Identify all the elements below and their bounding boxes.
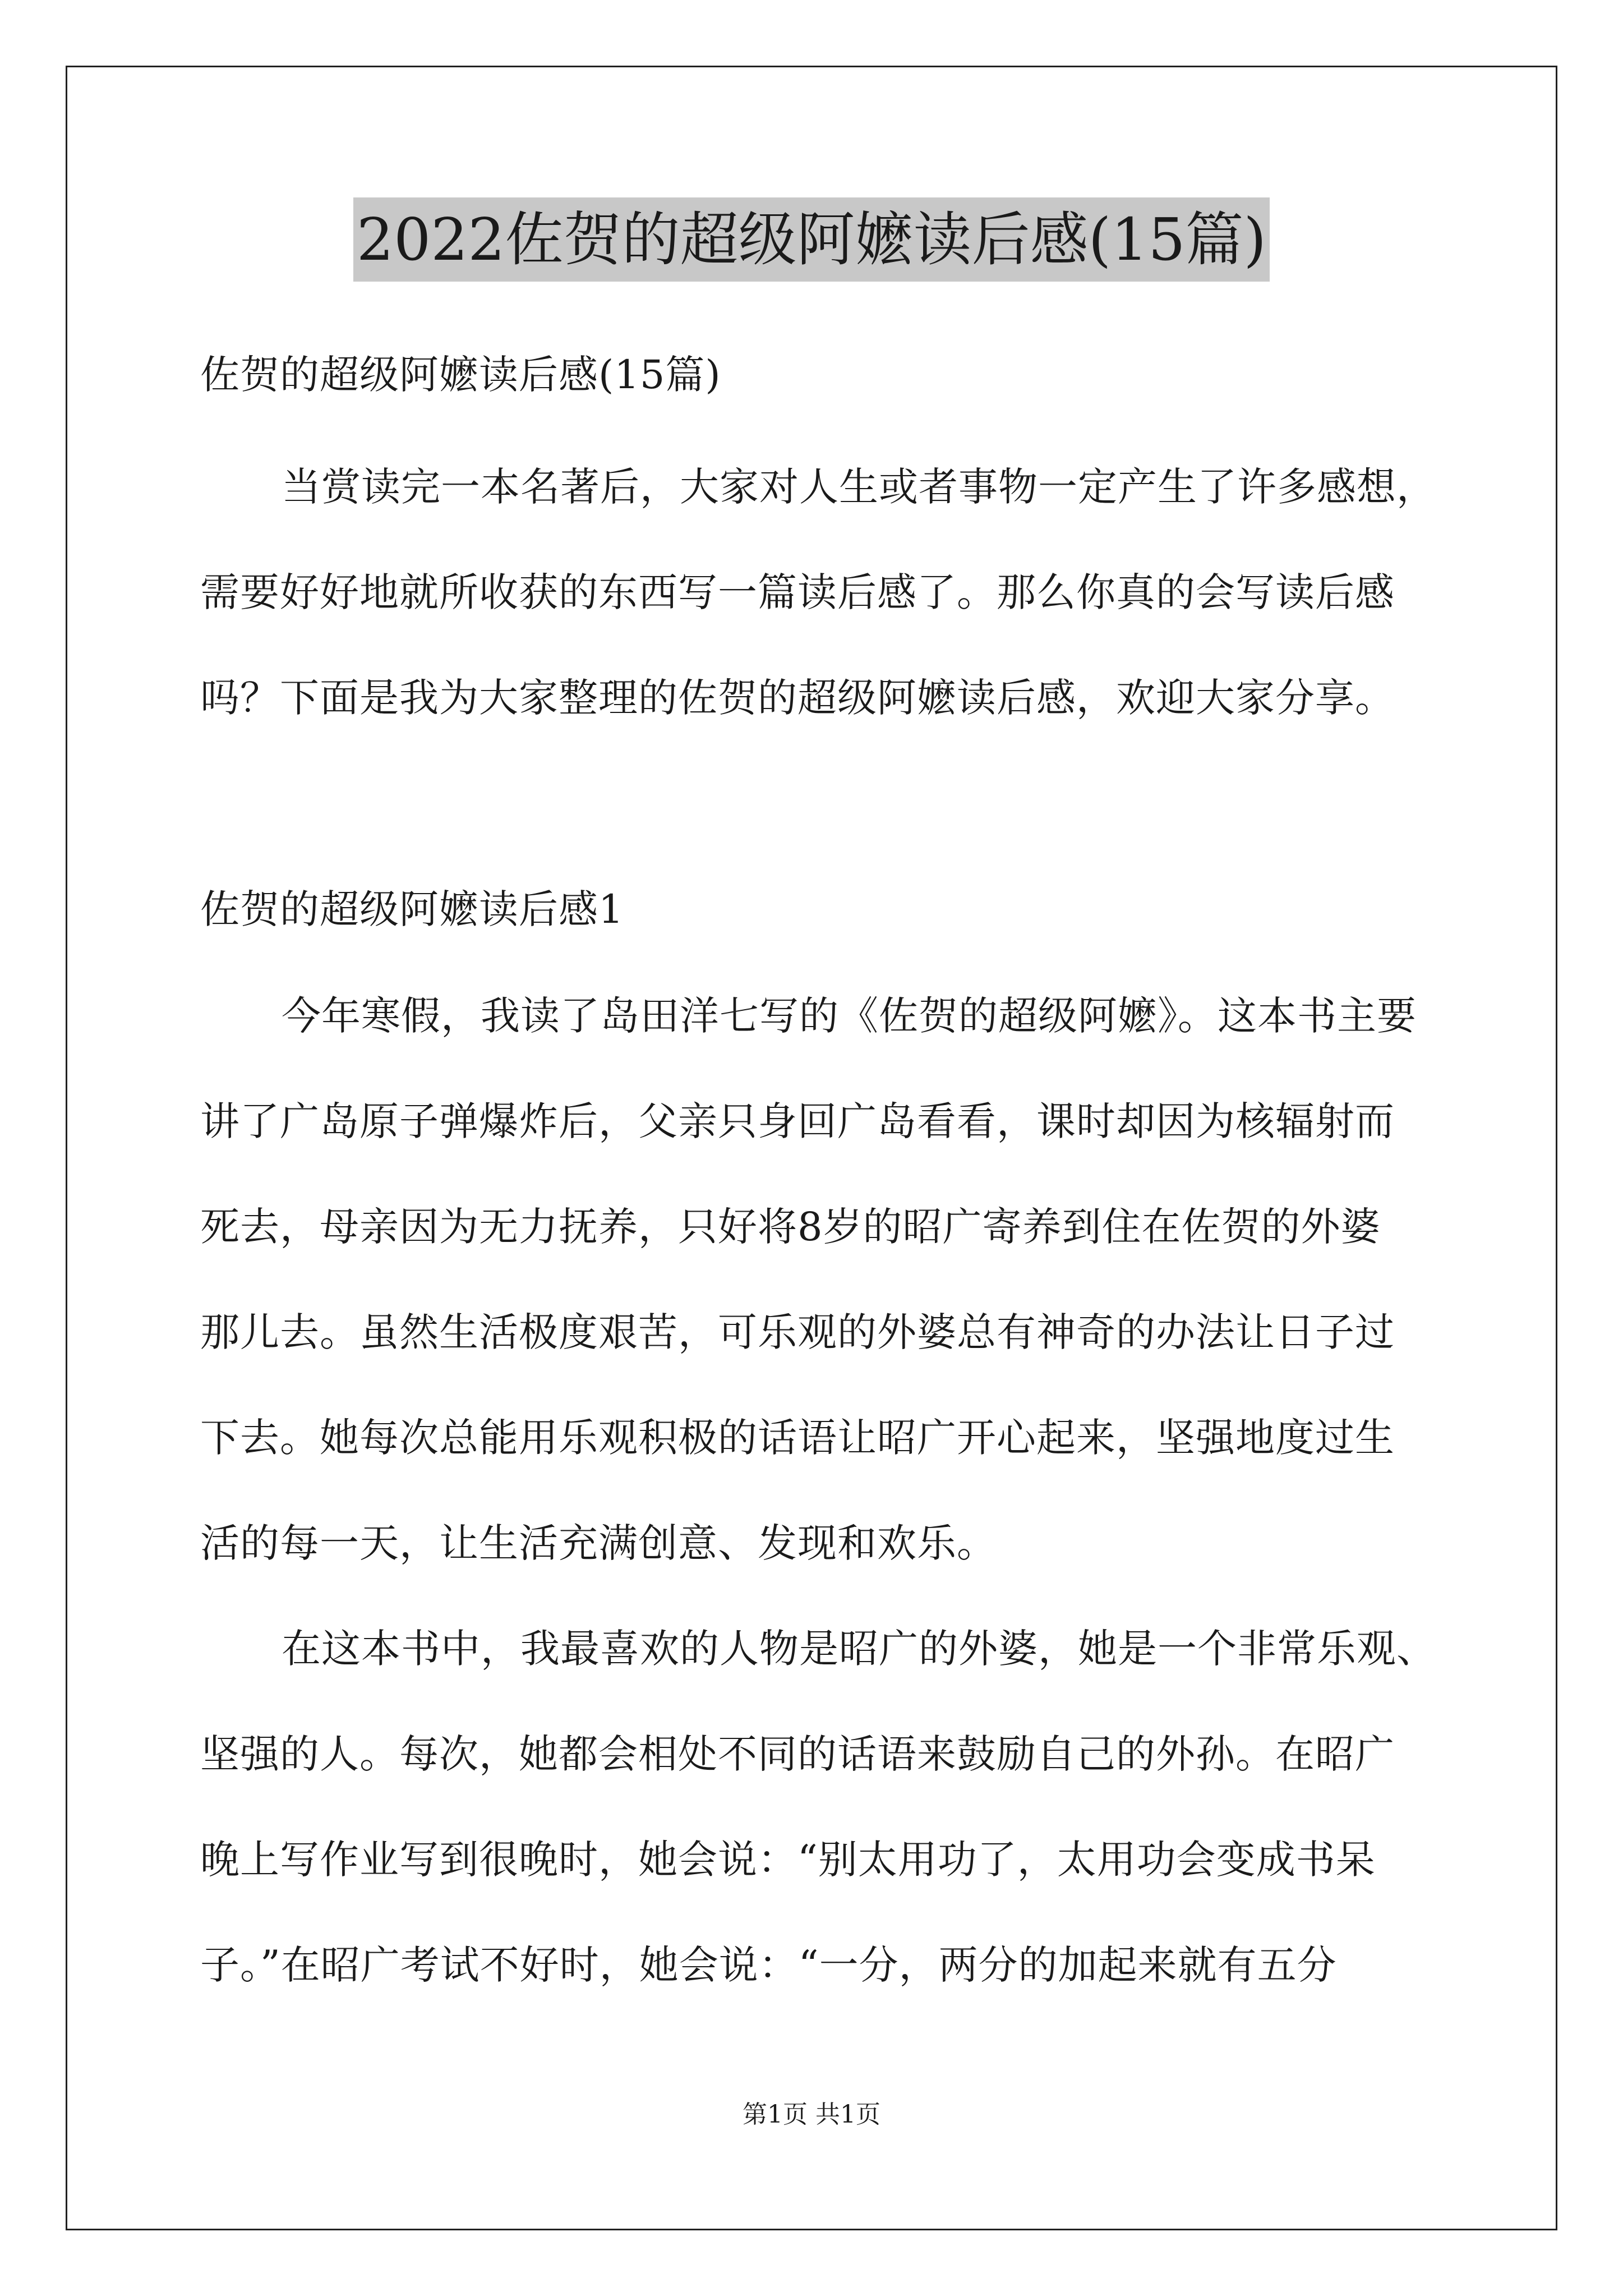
paragraph1-line-6: 活的每一天，让生活充满创意、发现和欢乐。 bbox=[200, 1520, 997, 1566]
paragraph2-line-3: 晚上写作业写到很晚时，她会说：“别太用功了，太用功会变成书呆 bbox=[200, 1837, 1376, 1883]
paragraph2-line-2: 坚强的人。每次，她都会相处不同的话语来鼓励自己的外孙。在昭广 bbox=[200, 1731, 1395, 1777]
paragraph2-line-4: 子。”在昭广考试不好时，她会说：“一分，两分的加起来就有五分 bbox=[200, 1942, 1337, 1988]
document-subtitle: 佐贺的超级阿嬷读后感(15篇) bbox=[200, 352, 721, 398]
paragraph1-line-2: 讲了广岛原子弹爆炸后，父亲只身回广岛看看，课时却因为核辐射而 bbox=[200, 1098, 1395, 1144]
paragraph1-line-5: 下去。她每次总能用乐观积极的话语让昭广开心起来，坚强地度过生 bbox=[200, 1415, 1395, 1461]
intro-line-1: 当赏读完一本名著后，大家对人生或者事物一定产生了许多感想， bbox=[282, 464, 1436, 510]
intro-line-3: 吗？下面是我为大家整理的佐贺的超级阿嬷读后感，欢迎大家分享。 bbox=[200, 675, 1395, 721]
intro-line-2: 需要好好地就所收获的东西写一篇读后感了。那么你真的会写读后感 bbox=[200, 569, 1395, 615]
paragraph1-line-1: 今年寒假，我读了岛田洋七写的《佐贺的超级阿嬷》。这本书主要 bbox=[282, 993, 1417, 1039]
title-container bbox=[0, 197, 1623, 282]
paragraph1-line-4: 那儿去。虽然生活极度艰苦，可乐观的外婆总有神奇的办法让日子过 bbox=[200, 1309, 1395, 1355]
paragraph1-line-3: 死去，母亲因为无力抚养，只好将8岁的昭广寄养到住在佐贺的外婆 bbox=[200, 1204, 1381, 1250]
paragraph2-line-1: 在这本书中，我最喜欢的人物是昭广的外婆，她是一个非常乐观、 bbox=[282, 1626, 1436, 1672]
section-heading: 佐贺的超级阿嬷读后感1 bbox=[200, 886, 624, 932]
document-title: 2022佐贺的超级阿嬷读后感(15篇) bbox=[353, 197, 1270, 282]
page-footer: 第1页 共1页 bbox=[743, 2100, 880, 2129]
